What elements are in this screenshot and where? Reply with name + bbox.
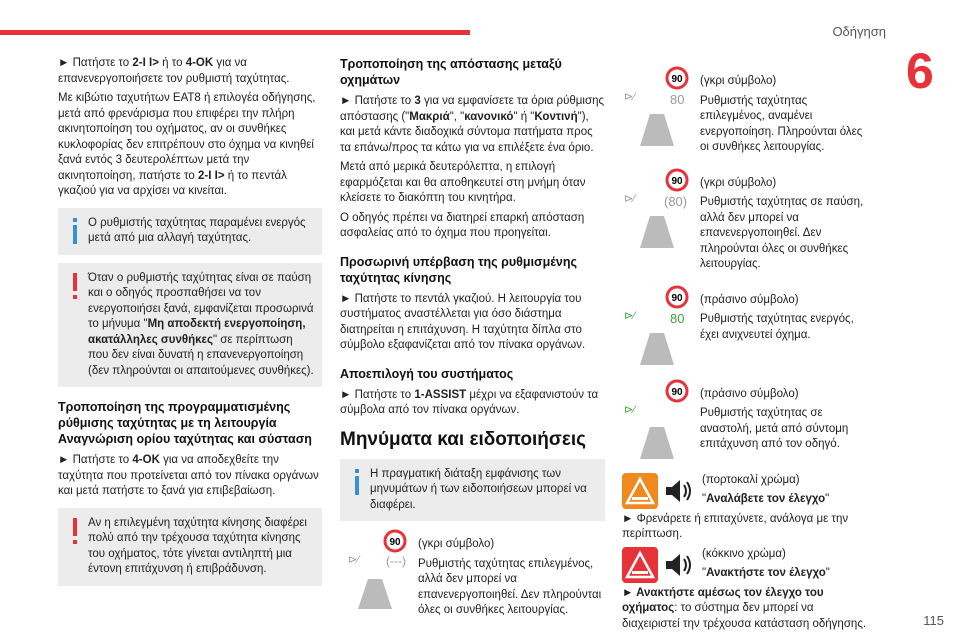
paragraph: ► Πατήστε το 2-I I> ή το 4-OK για να επανενεργοποιήσετε τον ρυθμιστή ταχύτητας. — [58, 57, 290, 85]
paragraph: ► Πατήστε το 4-OK για να αποδεχθείτε την ταχύτητα που προτείνεται από τον πίνακα οργάνων και μετά πατήστε το ξανά για επιβεβαίωση. — [58, 454, 319, 497]
info-icon — [68, 218, 82, 244]
cruise-control-paused-icon — [622, 168, 692, 254]
svg-text:80: 80 — [670, 310, 685, 326]
info-icon — [350, 469, 364, 495]
paragraph: ► Πατήστε το 1-ASSIST μέχρι να εξαφανιστούν τα σύμβολα από τον πίνακα οργάνων. — [340, 388, 599, 416]
section-heading: Αποεπιλογή του συστήματος — [340, 366, 514, 381]
header-accent-bar — [0, 30, 470, 35]
svg-text:90: 90 — [671, 292, 683, 304]
section-title: Οδήγηση — [832, 24, 886, 39]
paragraph: Με κιβώτιο ταχυτήτων EAT8 ή επιλογέα οδήγησης, μετά από φρενάρισμα που επιφέρει την πλήρη ακινητοποίηση του οχήματος, αν οι συνθήκες κυκλοφορίας δεν επιτρέπουν στο όχημα να κινηθεί ξανά εντός 3 δευτερολέπτων μετά την ακινητοποίηση, πατήστε το 2-I I> ή το πεντάλ γκαζιού για να αρχίσει να κινείται. — [58, 92, 316, 197]
warning-icon — [68, 273, 82, 299]
svg-text:90: 90 — [671, 74, 683, 85]
svg-text:⊳⁄: ⊳⁄ — [348, 554, 360, 566]
paragraph: ► Ανακτήστε αμέσως τον έλεγχο του οχήματος: το σύστημα δεν μπορεί να διαχειριστεί την τρέχουσα κατάσταση οδήγησης. — [622, 586, 867, 630]
paragraph: Μετά από μερικά δευτερόλεπτα, η επιλογή εφαρμόζεται και θα αποθηκευτεί στη μνήμη όταν κλείσετε το διακόπτη του κινητήρα. — [340, 161, 586, 204]
svg-text:90: 90 — [389, 537, 401, 548]
svg-text:⊳⁄: ⊳⁄ — [624, 91, 636, 103]
cruise-control-suspended-icon — [622, 379, 692, 465]
column-1 — [58, 56, 322, 594]
warning-icon — [68, 518, 82, 544]
section-heading: Τροποποίηση της απόστασης μεταξύ οχημάτων — [340, 57, 562, 87]
svg-text:90: 90 — [671, 175, 683, 187]
section-heading: Τροποποίηση της προγραμματισμένης ρύθμισης ταχύτητας με τη λειτουργία Αναγνώριση ορίου ταχύτητας και σύσταση — [58, 400, 312, 446]
svg-text:90: 90 — [671, 386, 683, 398]
cruise-control-grey-icon — [622, 66, 692, 152]
paragraph: Ο οδηγός πρέπει να διατηρεί επαρκή απόσταση ασφαλείας από το όχημα που προηγείται. — [340, 211, 585, 239]
page-number: 115 — [923, 613, 944, 628]
speaker-icon — [662, 547, 696, 583]
info-note: Ο ρυθμιστής ταχύτητας παραμένει ενεργός μετά από μια αλλαγή ταχύτητας. — [58, 208, 322, 255]
info-note: Η πραγματική διάταξη εμφάνισης των μηνυμάτων ή των ειδοποιήσεων μπορεί να διαφέρει. — [340, 459, 605, 522]
speaker-icon — [662, 473, 696, 509]
column-2 — [340, 56, 605, 631]
symbol-row: 90 ⊳⁄ (---) (γκρι σύμβολο) Ρυθμιστής ταχύτητας επιλεγμένος, αλλά δεν μπορεί να επανενεργοποιηθεί. Δεν πληρούνται όλες οι συνθήκες λειτουργίας. — [340, 529, 605, 623]
symbol-row: 90 ⊳⁄ (πράσινο σύμβολο) Ρυθμιστής ταχύτητας σε αναστολή, μετά από σύντομη επιτάχυνση από τον οδηγό. — [622, 379, 872, 465]
svg-text:⊳⁄: ⊳⁄ — [624, 309, 636, 322]
symbol-row: 90 ⊳⁄ 80 (πράσινο σύμβολο) Ρυθμιστής ταχύτητας ενεργός, έχει ανιχνευτεί όχημα. — [622, 285, 872, 371]
warning-triangle-orange-icon — [622, 473, 658, 509]
warning-note: Όταν ο ρυθμιστής ταχύτητας είναι σε παύση και ο οδηγός προσπαθήσει να τον ενεργοποιήσει ξανά, εμφανίζεται προσωρινά το μήνυμα "Μη αποδεκτή ενεργοποίηση, ακατάλληλες συνθήκες" σε περίπτωση που δεν είναι δυνατή η επανενεργοποίηση (δεν πληρούνται οι απαιτούμενες συνθήκες). — [58, 263, 322, 388]
column-3 — [622, 66, 872, 636]
symbol-row: 90 ⊳⁄ 80 (γκρι σύμβολο) Ρυθμιστής ταχύτητας επιλεγμένος, αναμένει ενεργοποίηση. Πληρούνται όλες οι συνθήκες λειτουργίας. — [622, 66, 872, 160]
warning-note: Αν η επιλεγμένη ταχύτητα κίνησης διαφέρει πολύ από την τρέχουσα ταχύτητα κίνησης του οχήματος, τότε γίνεται αντιληπτή μια έντονη επιτάχυνση ή επιβράδυνση. — [58, 508, 322, 586]
cruise-control-green-icon — [622, 285, 692, 371]
svg-text:⊳⁄: ⊳⁄ — [624, 192, 636, 205]
cruise-control-grey-icon — [340, 529, 410, 615]
svg-text:(---): (---) — [386, 554, 406, 568]
paragraph: ► Πατήστε το 3 για να εμφανίσετε τα όρια ρύθμισης απόστασης ("Μακριά", "κανονικό" ή "Κοντινή"), και μετά κάντε διαδοχικά σύντομα πατήματα προς τα επάνω/προς τα κάτω για να επιλέξετε ένα όριο. — [340, 95, 605, 154]
paragraph: ► Φρενάρετε ή επιταχύνετε, ανάλογα με την περίπτωση. — [622, 512, 849, 540]
warning-triangle-red-icon — [622, 547, 658, 583]
section-title: Μηνύματα και ειδοποιήσεις — [340, 428, 587, 450]
chapter-number: 6 — [906, 43, 934, 99]
svg-text:80: 80 — [670, 92, 685, 107]
symbol-row: 90 ⊳⁄ (80) (γκρι σύμβολο) Ρυθμιστής ταχύτητας σε παύση, αλλά δεν μπορεί να επανενεργοποιηθεί. Δεν πληρούνται όλες οι συνθήκες λειτουργίας. — [622, 168, 872, 277]
svg-text:⊳⁄: ⊳⁄ — [624, 403, 636, 416]
paragraph: ► Πατήστε το πεντάλ γκαζιού. Η λειτουργία του συστήματος αναστέλλεται για όσο διάστημα διατηρείται η επιτάχυνση. Η ταχύτητα δίπλα στο σύμβολο εξαφανίζεται από τον πίνακα οργάνων. — [340, 292, 586, 351]
section-heading: Προσωρινή υπέρβαση της ρυθμισμένης ταχύτητας κίνησης — [340, 254, 577, 285]
alert-row: (κόκκινο χρώμα) "Ανακτήστε τον έλεγχο" — [622, 547, 872, 586]
alert-row: (πορτοκαλί χρώμα) "Αναλάβετε τον έλεγχο" — [622, 473, 872, 512]
svg-text:(80): (80) — [664, 193, 688, 209]
